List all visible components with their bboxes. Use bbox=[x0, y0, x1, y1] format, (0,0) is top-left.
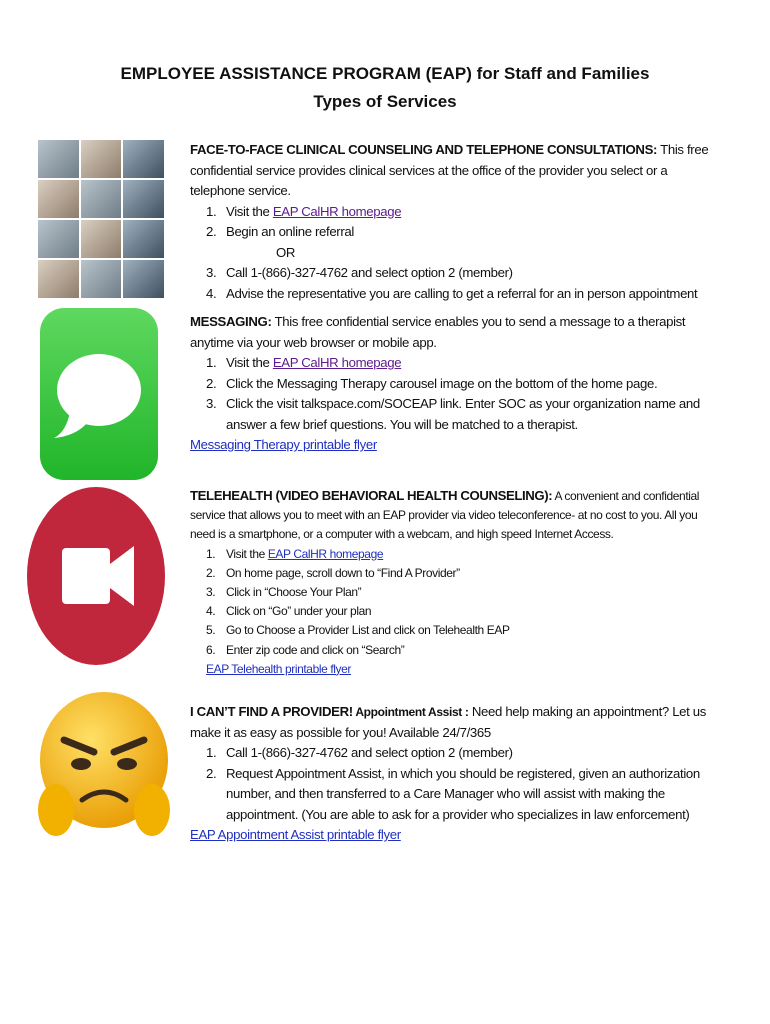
step-number: 3. bbox=[206, 265, 217, 280]
step-number: 2. bbox=[206, 565, 216, 580]
step-number: 3. bbox=[206, 396, 217, 411]
step-text: Click on “Go” under your plan bbox=[226, 604, 372, 619]
step-text: Click in “Choose Your Plan” bbox=[226, 585, 362, 600]
face-to-face-section bbox=[190, 140, 720, 304]
list-item bbox=[190, 602, 720, 621]
step-number: 1. bbox=[206, 203, 217, 219]
step-text: Click the Messaging Therapy carousel image on the bottom of the home page. bbox=[226, 375, 658, 391]
messaging-intro bbox=[190, 312, 720, 353]
step-text: Call 1-(866)-327-4762 and select option 2 (member) bbox=[226, 745, 513, 760]
eap-calhr-homepage-link[interactable]: EAP CalHR homepage bbox=[267, 546, 384, 561]
provider-steps bbox=[190, 743, 720, 825]
list-item bbox=[190, 641, 720, 660]
list-item bbox=[190, 374, 720, 395]
step-number: 2. bbox=[206, 224, 217, 239]
messaging-intro-text: This free confidential service enables you to send a message to a therapist anytime via your web browser or mobile app. bbox=[190, 314, 686, 350]
list-item bbox=[190, 583, 720, 602]
step-text: On home page, scroll down to “Find A Provider” bbox=[226, 565, 460, 580]
step-number: 1. bbox=[206, 546, 216, 561]
list-item bbox=[190, 263, 720, 284]
page-title: EMPLOYEE ASSISTANCE PROGRAM (EAP) for Staff and Families bbox=[120, 64, 650, 83]
list-item bbox=[190, 621, 720, 640]
messaging-flyer-link[interactable]: Messaging Therapy printable flyer bbox=[190, 437, 377, 452]
appointment-assist-heading: Appointment Assist : bbox=[352, 705, 469, 719]
step-text: Visit the bbox=[226, 355, 273, 370]
step-text: Call 1-(866)-327-4762 and select option 2 (member) bbox=[226, 265, 513, 280]
messaging-section bbox=[190, 312, 720, 456]
page-subtitle: Types of Services bbox=[313, 92, 457, 111]
telehealth-intro-b: that allows you to meet with an EAP provider via video teleconference- at no cost to you. All you need is a smartphone, or a computer with a webcam, and high speed Internet Access. bbox=[190, 508, 698, 542]
step-number: 2. bbox=[206, 375, 217, 391]
telehealth-steps bbox=[190, 545, 720, 660]
step-number: 3. bbox=[206, 585, 216, 600]
list-item bbox=[190, 394, 720, 435]
message-bubble-icon bbox=[40, 308, 158, 480]
list-item-or bbox=[190, 243, 720, 264]
telehealth-section bbox=[190, 486, 720, 679]
list-item bbox=[190, 222, 720, 243]
step-text: Enter zip code and click on “Search” bbox=[226, 642, 405, 657]
or-text: OR bbox=[276, 244, 296, 260]
list-item bbox=[190, 353, 720, 374]
list-item bbox=[190, 564, 720, 583]
step-text: Request Appointment Assist, in which you should be registered, given an authorization number, and then transferred to a Care Manager who will assist with making the appointment. (You are able to ask for a provider who specializes in law enforcement) bbox=[226, 765, 700, 822]
list-item bbox=[190, 743, 720, 764]
provider-intro-text: Need help making an appointment? Let us make it as easy as possible for you! Available 24/7/365 bbox=[190, 704, 707, 740]
telehealth-intro-a: A convenient and confidential service bbox=[190, 489, 700, 523]
step-number: 4. bbox=[206, 285, 217, 301]
step-text: Begin an online referral bbox=[226, 224, 354, 239]
telehealth-flyer-link[interactable]: EAP Telehealth printable flyer bbox=[206, 661, 351, 676]
appointment-assist-section bbox=[190, 702, 720, 846]
step-number: 4. bbox=[206, 604, 216, 619]
angry-emoji-icon bbox=[36, 688, 172, 846]
face-steps bbox=[190, 202, 720, 305]
face-intro bbox=[190, 140, 720, 202]
face-intro-b: confidential service provides clinical services at the office of the provider you select or a telephone service. bbox=[190, 162, 668, 198]
provider-heading: I CAN’T FIND A PROVIDER! bbox=[190, 704, 353, 719]
eap-calhr-homepage-link[interactable]: EAP CalHR homepage bbox=[272, 203, 402, 219]
list-item bbox=[190, 202, 720, 223]
telehealth-intro bbox=[190, 486, 720, 545]
messaging-steps bbox=[190, 353, 720, 435]
appointment-assist-flyer-link[interactable]: EAP Appointment Assist printable flyer bbox=[190, 827, 401, 842]
step-text: Visit the bbox=[226, 546, 268, 561]
list-item bbox=[190, 545, 720, 564]
list-item bbox=[190, 764, 720, 826]
video-camera-icon bbox=[26, 486, 166, 666]
list-item bbox=[190, 284, 720, 305]
provider-intro bbox=[190, 702, 720, 743]
step-text: Click the visit talkspace.com/SOCEAP link. Enter SOC as your organization name and answer a few brief questions. You will be matched to a therapist. bbox=[226, 396, 700, 432]
face-heading: FACE-TO-FACE CLINICAL COUNSELING AND TELEPHONE CONSULTATIONS: bbox=[190, 142, 658, 157]
eap-calhr-homepage-link[interactable]: EAP CalHR homepage bbox=[272, 355, 402, 370]
step-number: 1. bbox=[206, 745, 217, 760]
step-text: Visit the bbox=[226, 203, 273, 219]
step-number: 1. bbox=[206, 355, 217, 370]
step-text: Go to Choose a Provider List and click on Telehealth EAP bbox=[226, 623, 510, 638]
face-intro-a: This free bbox=[657, 142, 709, 157]
telehealth-heading: TELEHEALTH (VIDEO BEHAVIORAL HEALTH COUNSELING): bbox=[190, 488, 553, 503]
step-number: 2. bbox=[206, 765, 217, 781]
step-text: Advise the representative you are calling to get a referral for an in person appointment bbox=[226, 285, 698, 301]
counseling-photo-collage bbox=[38, 140, 164, 298]
step-number: 6. bbox=[206, 642, 216, 657]
step-number: 5. bbox=[206, 623, 216, 638]
messaging-heading: MESSAGING: bbox=[190, 314, 272, 329]
